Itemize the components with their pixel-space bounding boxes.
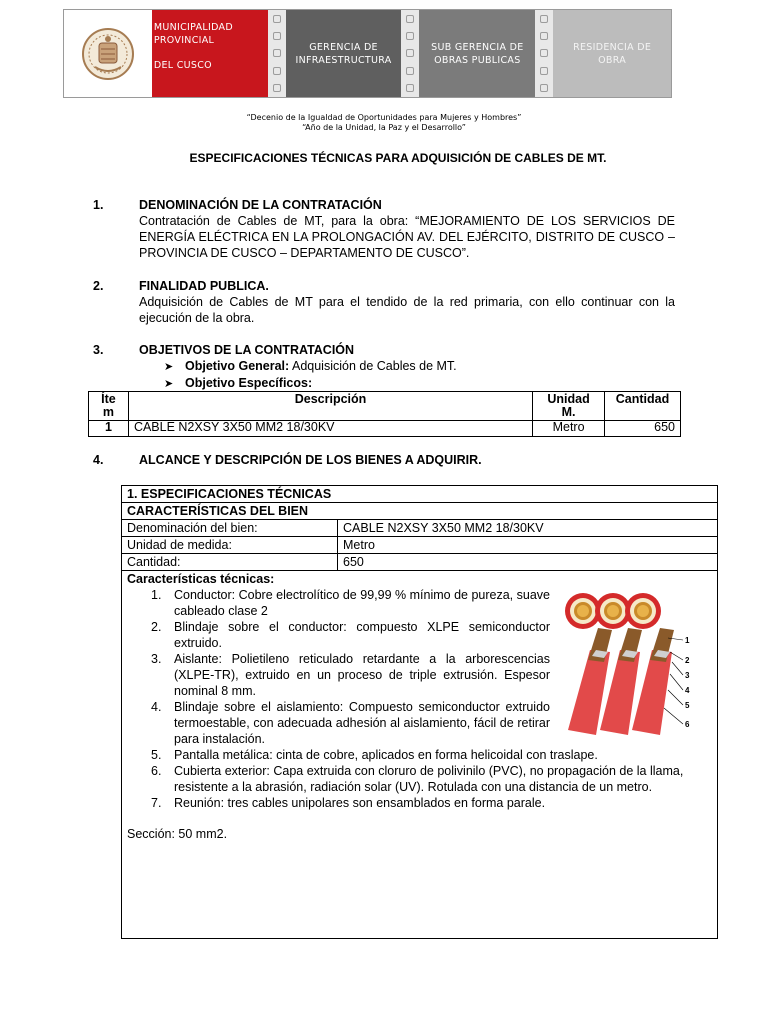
callout-3: 3	[685, 671, 690, 680]
header-unit	[533, 392, 605, 421]
infraestructura-label: GERENCIA DE INFRAESTRUCTURA	[295, 41, 392, 66]
municipality-line-3: DEL CUSCO	[153, 60, 212, 71]
residencia-label: RESIDENCIA DE OBRA	[573, 41, 652, 66]
callout-4: 4	[685, 686, 690, 695]
list-number: 7.	[151, 796, 162, 810]
ornament-strip	[401, 10, 419, 97]
ornament-strip	[535, 10, 553, 97]
list-text: Reunión: tres cables unipolares son ensamblados en forma parale.	[174, 796, 546, 810]
header-item-line-2: m	[102, 405, 115, 419]
objectives-list	[164, 358, 457, 392]
mottos	[0, 113, 768, 133]
table-row	[89, 421, 681, 437]
list-text: Blindaje sobre el conductor: compuesto XLPE semiconductor extruido.	[174, 620, 550, 650]
obras-publicas-label: SUB GERENCIA DE OBRAS PUBLICAS	[431, 41, 524, 66]
list-item	[122, 699, 550, 747]
spec-key: Unidad de medida:	[122, 537, 338, 553]
callout-1: 1	[685, 636, 690, 645]
list-text: Pantalla metálica: cinta de cobre, aplicados en forma helicoidal con traslape.	[174, 748, 598, 762]
objective-general-value: Adquisición de Cables de MT.	[289, 359, 457, 373]
obras-publicas-block	[419, 10, 535, 97]
objective-specific	[164, 375, 457, 392]
section-number: 2.	[93, 279, 104, 293]
section-heading: OBJETIVOS DE LA CONTRATACIÓN	[139, 343, 355, 357]
list-item	[122, 747, 712, 763]
cell-unit: Metro	[533, 421, 605, 437]
spec-value: 650	[343, 555, 364, 569]
items-table	[88, 391, 681, 437]
list-item	[122, 587, 550, 619]
header-quantity: Cantidad	[605, 392, 681, 421]
callout-5: 5	[685, 701, 690, 710]
list-number: 5.	[151, 748, 162, 762]
section-number: 1.	[93, 198, 104, 212]
cell-item: 1	[89, 421, 129, 437]
motto-line-1: “Decenio de la Igualdad de Oportunidades para Mujeres y Hombres”	[246, 113, 522, 122]
cell-description: CABLE N2XSY 3X50 MM2 18/30KV	[128, 421, 532, 437]
ornament-strip	[268, 10, 286, 97]
section-body: Adquisición de Cables de MT para el tendido de la red primaria, con ello continuar con la ejecución de la obra.	[139, 295, 675, 325]
arrow-bullet-icon: ➤	[164, 361, 174, 373]
list-number: 1.	[151, 588, 162, 602]
header-description: Descripción	[128, 392, 532, 421]
objective-specific-label: Objetivo Específicos:	[185, 376, 313, 390]
motto-line-2: “Año de la Unidad, la Paz y el Desarrollo”	[302, 123, 466, 132]
seal-icon	[81, 27, 135, 81]
header-item	[89, 392, 129, 421]
spec-row	[122, 537, 717, 554]
spec-value: CABLE N2XSY 3X50 MM2 18/30KV	[343, 521, 544, 535]
objective-general-label: Objetivo General:	[185, 359, 290, 373]
header-item-line-1: Íte	[101, 392, 116, 406]
municipality-line-1: MUNICIPALIDAD	[153, 22, 233, 33]
spec-heading: 1. ESPECIFICACIONES TÉCNICAS	[122, 486, 717, 503]
document-title: ESPECIFICACIONES TÉCNICAS PARA ADQUISICIÓN DE CABLES DE MT.	[189, 151, 607, 165]
spec-key: Cantidad:	[122, 554, 338, 570]
spec-subheading: CARACTERÍSTICAS DEL BIEN	[122, 503, 717, 520]
arrow-bullet-icon: ➤	[164, 378, 174, 390]
section-heading: ALCANCE Y DESCRIPCIÓN DE LOS BIENES A ADQUIRIR.	[139, 453, 482, 467]
spec-row	[122, 554, 717, 571]
list-number: 4.	[151, 700, 162, 714]
list-number: 6.	[151, 764, 162, 778]
list-item	[122, 619, 550, 651]
section-heading: DENOMINACIÓN DE LA CONTRATACIÓN	[139, 198, 382, 212]
callout-6: 6	[685, 720, 690, 729]
section-body: Contratación de Cables de MT, para la obra: “MEJORAMIENTO DE LOS SERVICIOS DE ENERGÍA ELÉCTRICA EN LA PROLONGACIÓN AV. DEL EJÉRCITO, DISTRITO DE CUSCO – PROVINCIA DE CUSCO – DEPARTAMENTO DE CUSCO”.	[139, 214, 675, 260]
cable-ends	[565, 593, 661, 629]
list-number: 2.	[151, 620, 162, 634]
list-text: Conductor: Cobre electrolítico de 99,99 % mínimo de pureza, suave cableado clase 2	[174, 588, 550, 618]
cell-quantity: 650	[605, 421, 681, 437]
spec-row	[122, 520, 717, 537]
list-item	[122, 795, 712, 811]
list-item	[122, 763, 712, 795]
header-unit-line-1: Unidad	[547, 392, 590, 406]
list-text: Aislante: Polietileno reticulado retardante a la arborescencias (XLPE-TR), extruido en un proceso de triple extrusión. Espesor nominal 8 mm.	[174, 652, 550, 698]
list-text: Cubierta exterior: Capa extruida con cloruro de polivinilo (PVC), no propagación de la llama, resistente a la abrasión, radiación solar (UV). Rotulada con una distancia de un metro.	[174, 764, 684, 794]
list-number: 3.	[151, 652, 162, 666]
section-heading: FINALIDAD PUBLICA.	[139, 279, 269, 293]
section-size: Sección: 50 mm2.	[127, 827, 228, 841]
tech-title: Características técnicas:	[127, 572, 275, 586]
infraestructura-block	[286, 10, 402, 97]
list-text: Blindaje sobre el aislamiento: Compuesto semiconductor extruido termoestable, con adecuada adhesión al aislamiento, fácil de retirar para instalación.	[174, 700, 550, 746]
section-number: 3.	[93, 343, 104, 357]
objective-general	[164, 358, 457, 375]
cable-cross-section-image	[558, 590, 698, 735]
list-item	[122, 651, 550, 699]
header-unit-line-2: M.	[561, 405, 576, 419]
items-table-header	[89, 392, 681, 421]
residencia-block	[553, 10, 671, 97]
municipality-line-2: PROVINCIAL	[153, 35, 215, 46]
section-number: 4.	[93, 453, 104, 467]
spec-value: Metro	[343, 538, 375, 552]
municipality-name-block	[152, 10, 268, 97]
municipality-seal	[64, 10, 152, 97]
header-banner	[63, 9, 672, 98]
callout-2: 2	[685, 656, 690, 665]
spec-key: Denominación del bien:	[122, 520, 338, 536]
